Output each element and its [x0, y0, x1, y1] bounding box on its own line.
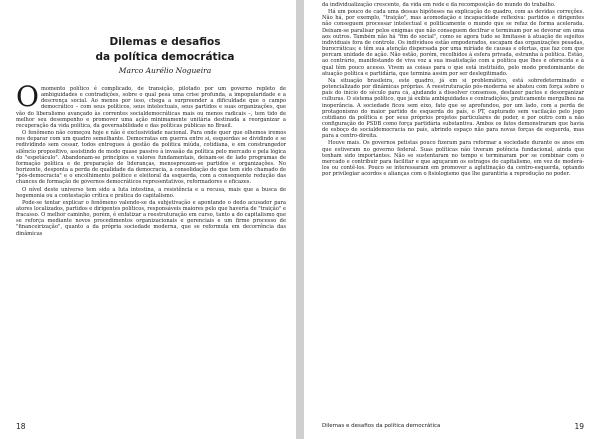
author-name: Marco Aurélio Nogueira [118, 66, 212, 75]
paragraph: Pode-se tentar explicar o fenômeno valendo-se da subjetivação e apontando o dedo acusador para atores localizados, partidos e dirigentes políticos, responsáveis maiores pelo que haveria de "traição" e fracasso. O melhor caminho, porém, é enfatizar a reestruturação em curso, tanto a do capitalismo que se reforça mediante novos procedimentos organizacionais e gerenciais e um firme processo de "financeirização", quanto a da própria sociedade moderna, que se reformula em decorrência das dinâmicas [16, 199, 286, 237]
title-line-2: da política democrática [95, 51, 235, 63]
page-number-right: 19 [574, 422, 584, 431]
paragraph: O fenômeno não começou hoje e não é exclusividade nacional. Para onde quer que olhemos iremos nos deparar com um quadro semelhante. Democratas em guerra entre si, esquerdas se dividindo e se redividindo sem cessar, todos entregues à gestão da política miúda, cotidiana, e em constrangedor silêncio propositivo, assistindo de modo quase passivo à invasão da política pelo mercado e pela lógica do "espetáculo". Abandonam-se princípios e valores fundamentais, deixam-se de lado programas de formação política e de preparação de lideranças, menosprezam-se partidos e organizações. No horizonte, desponta a perda de qualidade da democracia, a consolidação do que tem sido chamado de "pós-democracia" e o encolhimento político e eleitoral da esquerda, com a consequente redução das chances de formação de governos democráticos representativos, reformadores e eficazes. [16, 130, 286, 186]
paragraph: O nível deste universo tem sido a luta intestina, a resistência e a recusa, mais que a busca de hegemonia ou a contestação crítica e prática do capitalismo. [16, 186, 286, 199]
paragraph: Omomento político é complicado, de transição, pilotado por um governo repleto de ambiguidades e contradições, sobre o qual pesa uma crise profunda, a impopularidade e a descrença social. Ao menos por isso, chega a surpreender a dificuldade que o campo democrático – com seus políticos, seus intelectuais, seus partidos e suas organizações, que vão do liberalismo avançado às correntes socialdemocráticas mais ou menos radicais –, tem tido de melhor seu desempenho e promover uma ação minimamente unitária destinada a reorganizar a recuperação da vida política, da governabilidade e das políticas públicas no Brasil. [16, 80, 286, 129]
running-head: Dilemas e desafios da política democrática [322, 423, 441, 429]
right-page [304, 0, 600, 439]
paragraph: Na situação brasileira, este quadro, já em si problemático, está sobredeterminado e potencializado por dinâmicas próprias. A reestruturação pós-moderna se abateu com força sobre o país do início do século para cá, ajudando a dissolver consensos, desfazer pactos e desorganizar culturas. O sistema político, que já exibia ambiguidades e contradições, praticamente mergulhou na inoperância. A sociedade ficou sem eixo, fato que se aprofundou, por um lado, com a perda de protagonismo do maior partido de esquerda do país, o PT, capturado sem vacilação pelo jogo cotidiano da política e por seus próprios projetos particulares de poder, e por outro com a não configuração do PSDB como força partidária substantiva. Ambos os fatos demonstraram que havia de esboço de socialdemocracia no país, abrindo espaço não para novas forças de esquerda, mas para a centro-direita. [322, 77, 584, 140]
book-gutter [296, 0, 304, 439]
paragraph: da individualização crescente, da vida em rede e da recomposição do mundo do trabalho. [322, 2, 556, 8]
drop-cap: O [16, 80, 39, 113]
title-line-1: Dilemas e desafios [109, 36, 221, 48]
paragraph: Houve mais. Os governos petistas pouco fizeram para reformar a sociedade durante os anos em que estiveram no governo federal. Suas políticas não tiveram potência fundacional, ainda que tenham sido importantes. Não se sustentaram no tempo e terminaram por se combinar com o mercado e contribuir para facilitar e que aguçaram os estragos do capitalismo, em vez de moderá-los ou contê-los. Pouco se interessaram em promover a aglutinação da centro-esquerda, optando por privilegiar acordos e alianças com o fisiologismo que lhe garantiria a reprodução no poder. [322, 140, 584, 178]
right-text-column [322, 2, 584, 402]
article-title [40, 35, 290, 65]
page-number-left: 18 [16, 422, 26, 431]
left-text-column [16, 80, 286, 413]
left-page [0, 0, 296, 439]
paragraph: Há um pouco de cada uma dessas hipóteses na explicação do quadro, com as devidas correções. Não há, por exemplo, "traição", mas acomodação e incapacidade reflexiva: partidos e dirigentes não conseguem processar intelectual e politicamente o mundo que se refaz de forma acelerada. Deixam-se paralisar pelos enigmas que não conseguem decifrar e terminam por se devorar em uma aos outros. Também não há "fim do social", como se agora tudo se limitasse à atuação de sujeitos individuais fora de controle. Os indivíduos estão empoderados, escapam das organizações pesadas, burocráticas; e têm sua atenção dispersada por uma miríade de causas e ofertas, que faz com que percam unidade de ação. Não estão, porém, recolhidos à esfera privada, estranha à política. Estão, ao contrário, manifestando de viva voz a sua insatisfação com a política que lhes é oferecida e à qual têm pouco acesso. Vivem as coisas para o que está instituído, pelo modo predominante de atuação política e partidária, que termina assim por ser deslegitimado. [322, 9, 584, 77]
